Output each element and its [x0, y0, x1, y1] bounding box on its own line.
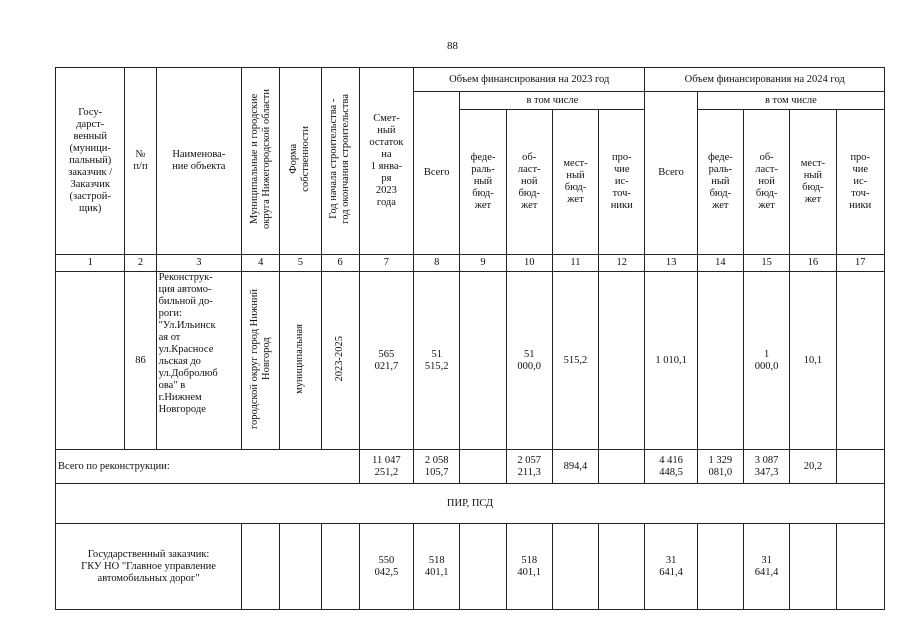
- column-number: 10: [506, 255, 552, 272]
- header-municipality: Муниципальные и городские округа Нижегородской области: [242, 68, 280, 255]
- header-customer: Госу- дарст- венный (муници- пальный) заказчик / Заказчик (застрой- щик): [56, 68, 125, 255]
- row86-municipality: городской округ город Нижний Новгород: [242, 272, 280, 450]
- header-other-2023: про- чие ис- точ- ники: [599, 110, 645, 255]
- row86-other-2024: [836, 272, 884, 450]
- customer-row-regional-2023: 518 401,1: [506, 524, 552, 610]
- header-funding-2023: Объем финансирования на 2023 год: [414, 68, 645, 92]
- customer-row-regional-2024: 31 641,4: [743, 524, 789, 610]
- column-number: 16: [790, 255, 836, 272]
- customer-row-federal-2023: [460, 524, 506, 610]
- customer-row-total-2024: 31 641,4: [645, 524, 697, 610]
- row86-federal-2024: [697, 272, 743, 450]
- header-total-2024: Всего: [645, 92, 697, 255]
- customer-row-other-2023: [599, 524, 645, 610]
- total-federal-2023: [460, 450, 506, 484]
- row86-customer: [56, 272, 125, 450]
- row86-total-2024: 1 010,1: [645, 272, 697, 450]
- column-number: 5: [280, 255, 321, 272]
- row86-years: 2023-2025: [321, 272, 359, 450]
- total-total-2023: 2 058 105,7: [414, 450, 460, 484]
- row86-other-2023: [599, 272, 645, 450]
- header-total-2023: Всего: [414, 92, 460, 255]
- column-number: 12: [599, 255, 645, 272]
- column-number: 11: [552, 255, 598, 272]
- table-row-section-pir: [56, 484, 885, 524]
- customer-row-local-2024: [790, 524, 836, 610]
- header-including-2024: в том числе: [697, 92, 884, 110]
- row86-local-2023: 515,2: [552, 272, 598, 450]
- row86-regional-2024: 1 000,0: [743, 272, 789, 450]
- header-object-name: Наименова- ние объекта: [156, 68, 242, 255]
- customer-row-local-2023: [552, 524, 598, 610]
- row86-estimate: 565 021,7: [359, 272, 413, 450]
- table-row-86: [56, 272, 885, 450]
- total-estimate: 11 047 251,2: [359, 450, 413, 484]
- column-number: 14: [697, 255, 743, 272]
- header-federal-2024: феде- раль- ный бюд- жет: [697, 110, 743, 255]
- total-regional-2023: 2 057 211,3: [506, 450, 552, 484]
- header-including-2023: в том числе: [460, 92, 645, 110]
- customer-row-estimate: 550 042,5: [359, 524, 413, 610]
- column-number: 17: [836, 255, 884, 272]
- row86-regional-2023: 51 000,0: [506, 272, 552, 450]
- column-number: 6: [321, 255, 359, 272]
- customer-row-ownership: [280, 524, 321, 610]
- budget-table: [55, 67, 885, 610]
- header-funding-2024: Объем финансирования на 2024 год: [645, 68, 885, 92]
- customer-row-federal-2024: [697, 524, 743, 610]
- header-years: Год начала строительства - год окончания строительства: [321, 68, 359, 255]
- row86-total-2023: 51 515,2: [414, 272, 460, 450]
- column-number: 15: [743, 255, 789, 272]
- column-number: 4: [242, 255, 280, 272]
- customer-row-total-2023: 518 401,1: [414, 524, 460, 610]
- table-row-total-reconstruction: [56, 450, 885, 484]
- customer-row-label: Государственный заказчик: ГКУ НО "Главное управление автомобильных дорог": [56, 524, 242, 610]
- customer-row-municipality: [242, 524, 280, 610]
- column-number: 8: [414, 255, 460, 272]
- customer-row-other-2024: [836, 524, 884, 610]
- header-regional-2024: об- ласт- ной бюд- жет: [743, 110, 789, 255]
- total-local-2024: 20,2: [790, 450, 836, 484]
- header-estimate: Смет- ный остаток на 1 янва- ря 2023 года: [359, 68, 413, 255]
- column-number: 3: [156, 255, 242, 272]
- column-number: 9: [460, 255, 506, 272]
- header-federal-2023: феде- раль- ный бюд- жет: [460, 110, 506, 255]
- total-reconstruction-label: Всего по реконструкции:: [56, 450, 360, 484]
- section-pir-title: ПИР, ПСД: [56, 484, 885, 524]
- row86-number: 86: [125, 272, 156, 450]
- row86-local-2024: 10,1: [790, 272, 836, 450]
- table-row-customer: [56, 524, 885, 610]
- row86-ownership: муниципальная: [280, 272, 321, 450]
- row86-federal-2023: [460, 272, 506, 450]
- header-local-2024: мест- ный бюд- жет: [790, 110, 836, 255]
- column-number: 1: [56, 255, 125, 272]
- total-local-2023: 894,4: [552, 450, 598, 484]
- total-federal-2024: 1 329 081,0: [697, 450, 743, 484]
- total-other-2024: [836, 450, 884, 484]
- column-number: 2: [125, 255, 156, 272]
- header-other-2024: про- чие ис- точ- ники: [836, 110, 884, 255]
- total-total-2024: 4 416 448,5: [645, 450, 697, 484]
- header-row-number: № п/п: [125, 68, 156, 255]
- header-regional-2023: об- ласт- ной бюд- жет: [506, 110, 552, 255]
- header-local-2023: мест- ный бюд- жет: [552, 110, 598, 255]
- customer-row-years: [321, 524, 359, 610]
- header-ownership: Форма собственности: [280, 68, 321, 255]
- page-number: 88: [447, 40, 458, 52]
- total-other-2023: [599, 450, 645, 484]
- column-number: 7: [359, 255, 413, 272]
- row86-object-name: Реконструк- ция автомо- бильной до- роги: "Ул.Ильинск ая от ул.Красносе льская до ул.Добролюб ова" в г.Нижнем Новгороде: [156, 272, 242, 450]
- column-number: 13: [645, 255, 697, 272]
- total-regional-2024: 3 087 347,3: [743, 450, 789, 484]
